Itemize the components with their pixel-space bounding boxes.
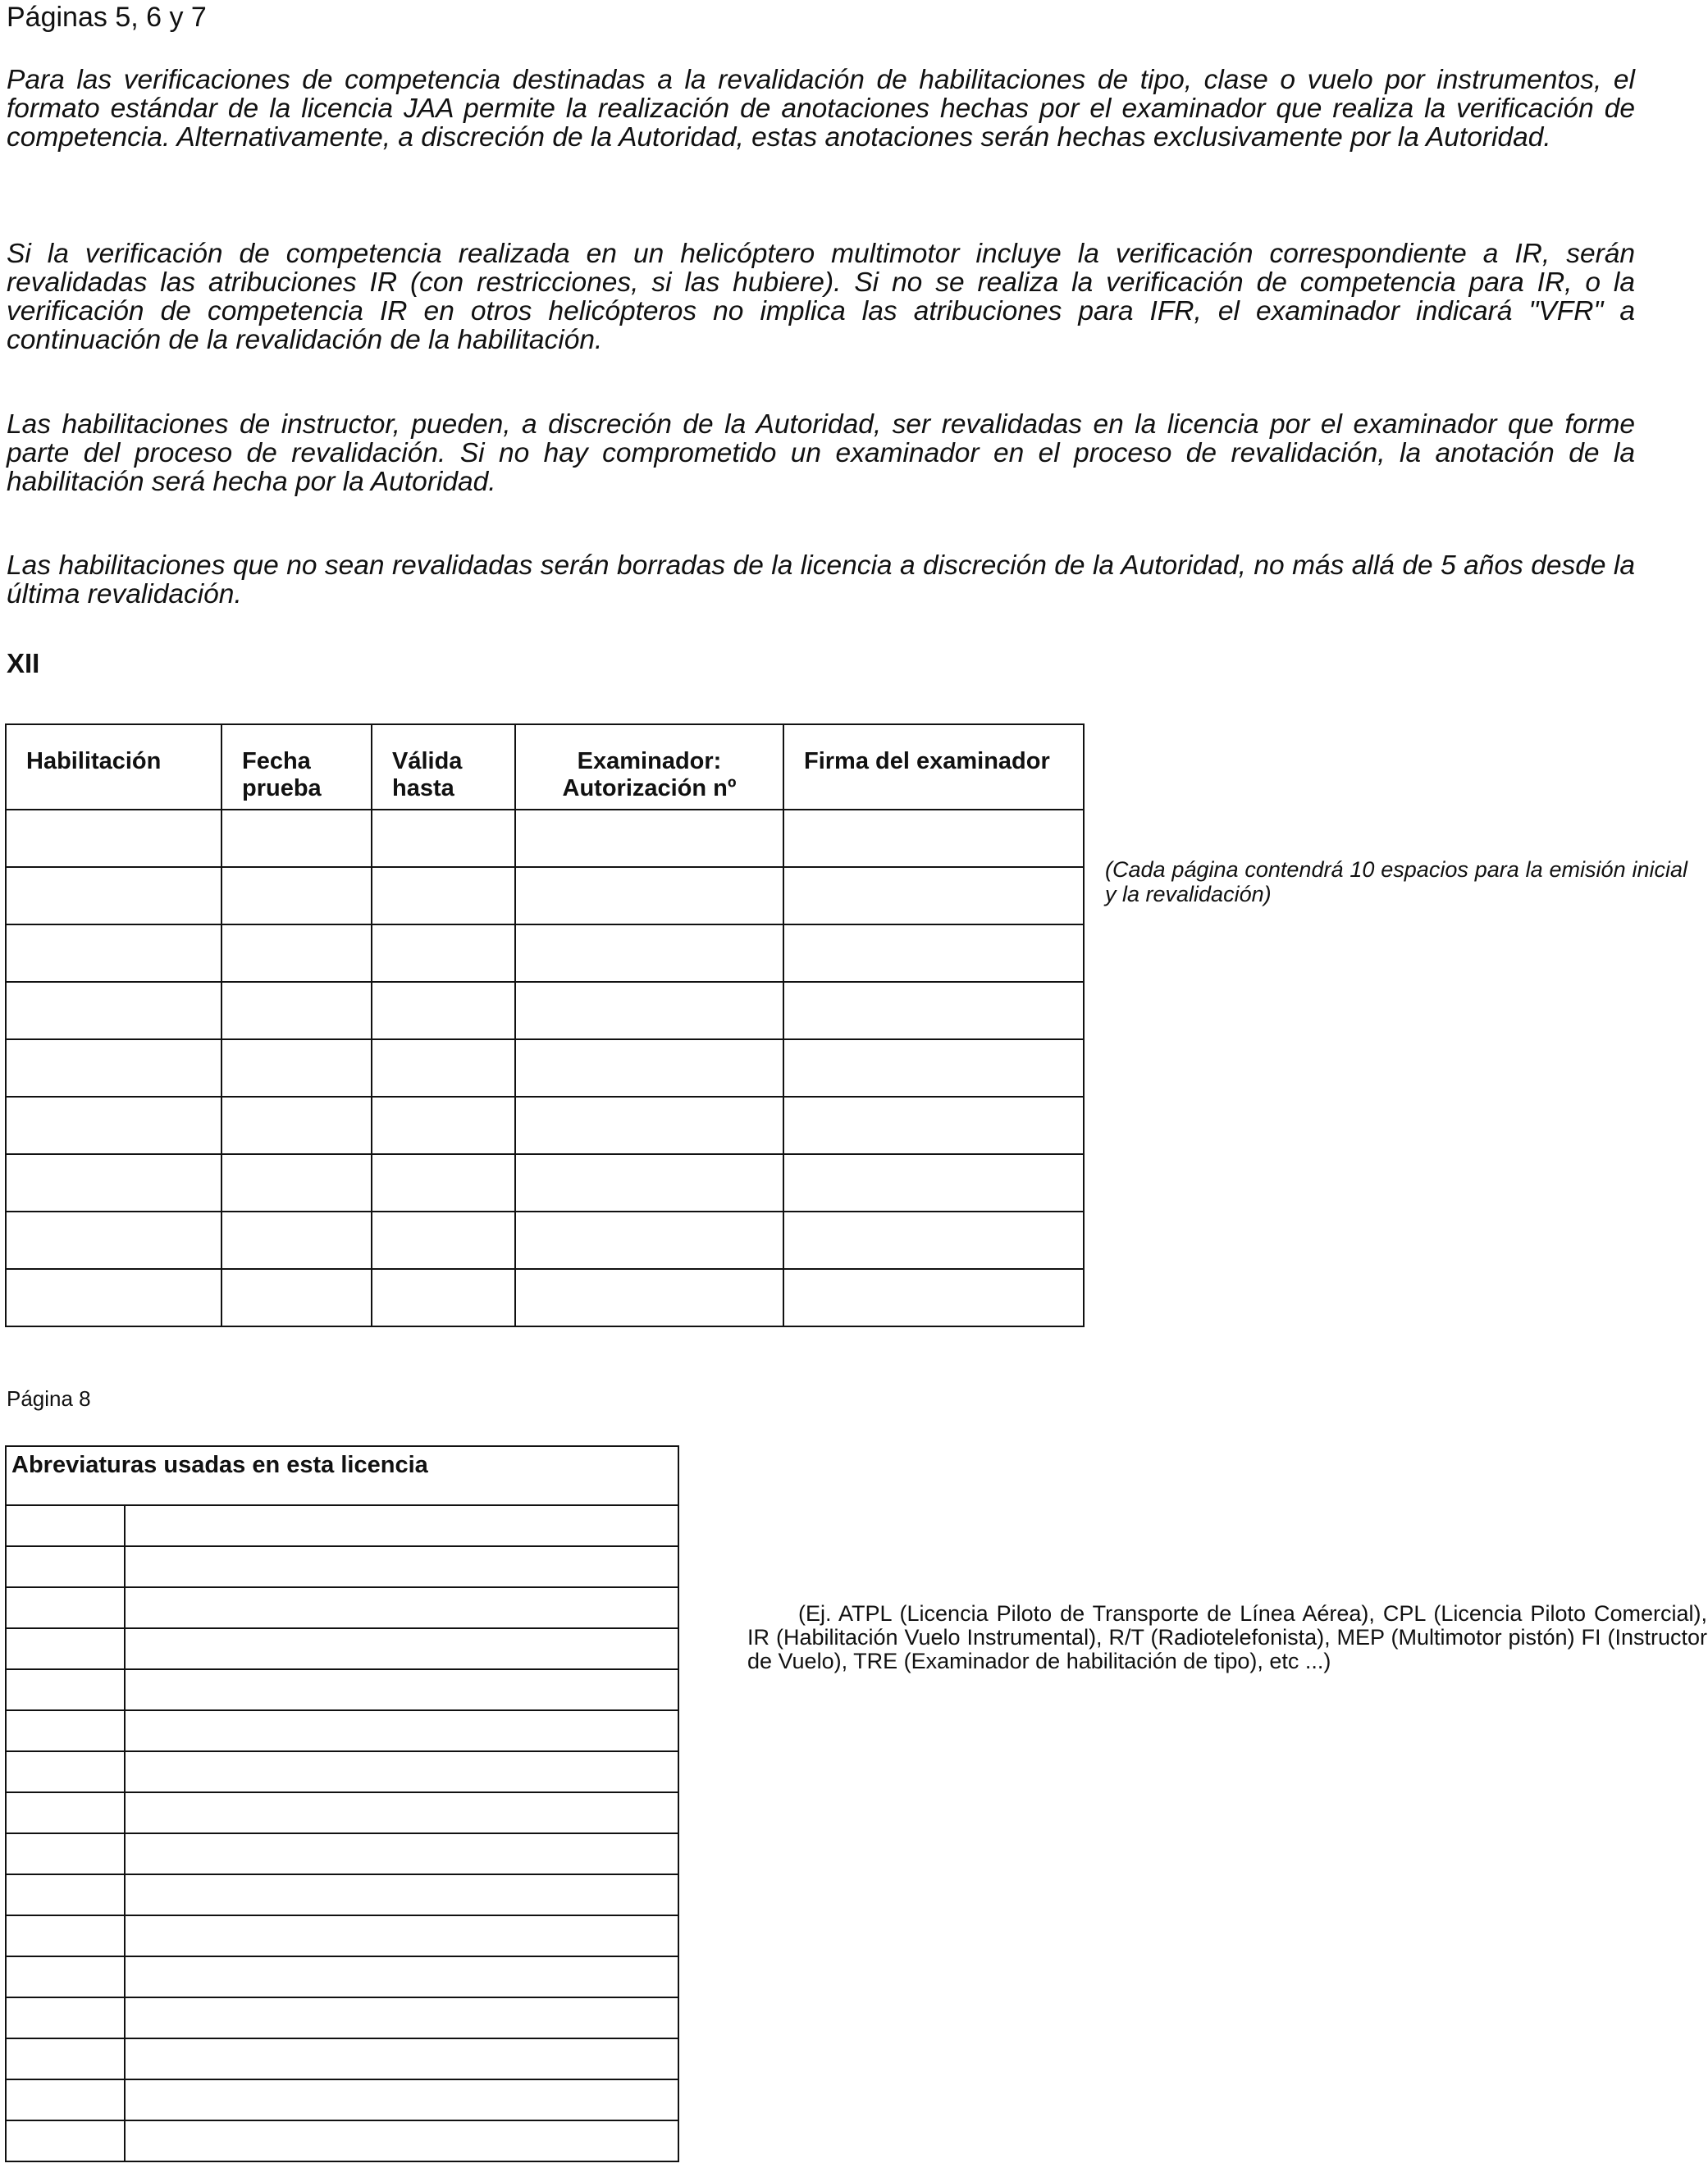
ratings-table-cell[interactable] <box>515 810 783 867</box>
ratings-table-row <box>6 1154 1084 1212</box>
ratings-table-cell[interactable] <box>515 867 783 924</box>
abbreviation-code-cell[interactable] <box>6 1915 125 1956</box>
abbreviations-table-row <box>6 1628 678 1669</box>
abbreviation-code-cell[interactable] <box>6 1628 125 1669</box>
abbreviation-meaning-cell[interactable] <box>125 2079 678 2120</box>
section-label-xii: XII <box>7 648 40 678</box>
ratings-table-cell[interactable] <box>6 810 221 867</box>
abbreviation-code-cell[interactable] <box>6 1751 125 1792</box>
abbreviation-code-cell[interactable] <box>6 1792 125 1833</box>
ratings-table-cell[interactable] <box>515 1269 783 1326</box>
abbreviation-code-cell[interactable] <box>6 1546 125 1587</box>
ratings-table-cell[interactable] <box>372 982 515 1039</box>
abbreviations-table-row <box>6 1751 678 1792</box>
abbreviation-meaning-cell[interactable] <box>125 1628 678 1669</box>
abbreviation-meaning-cell[interactable] <box>125 1669 678 1710</box>
paragraph-helicopter-ir-revalidation: Si la verificación de competencia realizada en un helicóptero multimotor incluye la verificación correspondiente a IR, serán revalidadas las atribuciones IR (con restricciones, si las hubiere). Si no se realiza la verificación de competencia para IR, o la verificación de competencia IR en otros helicópteros no implica las atribuciones para IFR, el examinador indicará "VFR" a continuación de la revalidación de la habilitación. <box>7 239 1635 355</box>
ratings-table-row <box>6 867 1084 924</box>
ratings-table-row <box>6 924 1084 982</box>
ratings-table-row <box>6 1212 1084 1269</box>
ratings-table-row <box>6 1039 1084 1097</box>
ratings-table-row <box>6 982 1084 1039</box>
ratings-table-cell[interactable] <box>783 1212 1084 1269</box>
ratings-table-row <box>6 1097 1084 1154</box>
ratings-table-cell[interactable] <box>6 1097 221 1154</box>
ratings-table-cell[interactable] <box>221 1212 372 1269</box>
ratings-table-cell[interactable] <box>221 1039 372 1097</box>
ratings-table-cell[interactable] <box>783 810 1084 867</box>
abbreviations-table-row <box>6 2120 678 2161</box>
abbreviation-meaning-cell[interactable] <box>125 2120 678 2161</box>
ratings-table-cell[interactable] <box>6 1212 221 1269</box>
abbreviation-code-cell[interactable] <box>6 1997 125 2038</box>
abbreviation-code-cell[interactable] <box>6 2079 125 2120</box>
ratings-table-cell[interactable] <box>6 867 221 924</box>
ratings-table-cell[interactable] <box>783 1097 1084 1154</box>
ratings-note: (Cada página contendrá 10 espacios para la emisión inicial y la revalidación) <box>1105 857 1687 906</box>
abbreviation-meaning-cell[interactable] <box>125 1710 678 1751</box>
ratings-table-header-row <box>6 724 1084 810</box>
abbreviations-table-row <box>6 1874 678 1915</box>
ratings-table-cell[interactable] <box>372 810 515 867</box>
abbreviations-table-row <box>6 1546 678 1587</box>
ratings-table-cell[interactable] <box>515 1154 783 1212</box>
abbreviations-table-header-row <box>6 1446 678 1505</box>
ratings-table-cell[interactable] <box>783 924 1084 982</box>
abbreviation-meaning-cell[interactable] <box>125 2038 678 2079</box>
ratings-table-cell[interactable] <box>6 1269 221 1326</box>
abbreviations-table-row <box>6 2038 678 2079</box>
abbreviations-table-row <box>6 1792 678 1833</box>
ratings-table-cell[interactable] <box>6 1039 221 1097</box>
abbreviation-meaning-cell[interactable] <box>125 1587 678 1628</box>
ratings-table-cell[interactable] <box>372 1212 515 1269</box>
ratings-table-cell[interactable] <box>515 982 783 1039</box>
abbreviations-table <box>5 1445 679 2162</box>
abbreviation-meaning-cell[interactable] <box>125 1874 678 1915</box>
ratings-table-cell[interactable] <box>372 1097 515 1154</box>
pages-5-6-7-heading: Páginas 5, 6 y 7 <box>7 2 207 33</box>
ratings-table-cell[interactable] <box>6 924 221 982</box>
abbreviation-meaning-cell[interactable] <box>125 1751 678 1792</box>
abbreviation-code-cell[interactable] <box>6 1710 125 1751</box>
abbreviation-code-cell[interactable] <box>6 1669 125 1710</box>
ratings-table-cell[interactable] <box>783 1154 1084 1212</box>
ratings-table-cell[interactable] <box>372 867 515 924</box>
abbreviation-code-cell[interactable] <box>6 1956 125 1997</box>
abbreviation-code-cell[interactable] <box>6 1587 125 1628</box>
abbreviation-meaning-cell[interactable] <box>125 1833 678 1874</box>
abbreviation-meaning-cell[interactable] <box>125 1915 678 1956</box>
abbreviations-table-row <box>6 1669 678 1710</box>
ratings-table-cell[interactable] <box>372 1269 515 1326</box>
abbreviation-meaning-cell[interactable] <box>125 1546 678 1587</box>
ratings-table-cell[interactable] <box>221 982 372 1039</box>
ratings-table-cell[interactable] <box>783 1269 1084 1326</box>
abbreviations-table-title: Abreviaturas usadas en esta licencia <box>6 1446 678 1505</box>
abbreviation-meaning-cell[interactable] <box>125 1997 678 2038</box>
ratings-table-cell[interactable] <box>783 982 1084 1039</box>
column-header-habilitacion: Habilitación <box>6 724 221 810</box>
ratings-table-cell[interactable] <box>221 1269 372 1326</box>
abbreviation-code-cell[interactable] <box>6 1833 125 1874</box>
abbreviations-table-row <box>6 1505 678 1546</box>
ratings-table-row <box>6 810 1084 867</box>
ratings-table-cell[interactable] <box>6 982 221 1039</box>
abbreviation-code-cell[interactable] <box>6 1874 125 1915</box>
ratings-table-cell[interactable] <box>783 867 1084 924</box>
paragraph-instructor-ratings: Las habilitaciones de instructor, pueden, a discreción de la Autoridad, ser revalidadas en la licencia por el examinador que forme parte del proceso de revalidación. Si no hay comprometido un examinador en el proceso de revalidación, la anotación de la habilitación será hecha por la Autoridad. <box>7 409 1635 497</box>
column-header-firma: Firma del examinador <box>783 724 1084 810</box>
abbreviation-code-cell[interactable] <box>6 1505 125 1546</box>
ratings-table-cell[interactable] <box>515 1039 783 1097</box>
ratings-table-row <box>6 1269 1084 1326</box>
column-header-valida-hasta: Válida hasta <box>372 724 515 810</box>
column-header-fecha-prueba: Fecha prueba <box>221 724 372 810</box>
paragraph-proficiency-check-endorsements: Para las verificaciones de competencia destinadas a la revalidación de habilitaciones de tipo, clase o vuelo por instrumentos, el formato estándar de la licencia JAA permite la realización de anotaciones hechas por el examinador que realiza la verificación de competencia. Alternativamente, a discreción de la Autoridad, estas anotaciones serán hechas exclusivamente por la Autoridad. <box>7 65 1635 153</box>
abbreviations-table-row <box>6 2079 678 2120</box>
abbreviations-table-row <box>6 1997 678 2038</box>
abbreviations-table-row <box>6 1956 678 1997</box>
abbreviation-code-cell[interactable] <box>6 2038 125 2079</box>
abbreviation-meaning-cell[interactable] <box>125 1956 678 1997</box>
ratings-table-cell[interactable] <box>515 1212 783 1269</box>
ratings-table-cell[interactable] <box>372 1154 515 1212</box>
abbreviation-meaning-cell[interactable] <box>125 1505 678 1546</box>
abbreviations-table-row <box>6 1710 678 1751</box>
abbreviations-table-row <box>6 1915 678 1956</box>
ratings-table-cell[interactable] <box>6 1154 221 1212</box>
ratings-table-cell[interactable] <box>515 1097 783 1154</box>
ratings-table-cell[interactable] <box>372 1039 515 1097</box>
ratings-table-cell[interactable] <box>515 924 783 982</box>
ratings-table-cell[interactable] <box>221 810 372 867</box>
ratings-table <box>5 723 1085 1327</box>
ratings-table-cell[interactable] <box>783 1039 1084 1097</box>
ratings-table-cell[interactable] <box>221 867 372 924</box>
abbreviations-note: (Ej. ATPL (Licencia Piloto de Transporte de Línea Aérea), CPL (Licencia Piloto Comercial), IR (Habilitación Vuelo Instrumental), R/T (Radiotelefonista), MEP (Multimotor pistón) FI (Instructor de Vuelo), TRE (Examinador de habilitación de tipo), etc ...) <box>747 1601 1707 1673</box>
abbreviations-table-row <box>6 1833 678 1874</box>
abbreviation-meaning-cell[interactable] <box>125 1792 678 1833</box>
page-8-heading: Página 8 <box>7 1386 91 1411</box>
ratings-table-cell[interactable] <box>221 1097 372 1154</box>
abbreviation-code-cell[interactable] <box>6 2120 125 2161</box>
ratings-table-cell[interactable] <box>372 924 515 982</box>
paragraph-ratings-removal: Las habilitaciones que no sean revalidadas serán borradas de la licencia a discreción de la Autoridad, no más allá de 5 años desde la última revalidación. <box>7 550 1635 609</box>
ratings-table-cell[interactable] <box>221 924 372 982</box>
abbreviations-table-row <box>6 1587 678 1628</box>
ratings-table-cell[interactable] <box>221 1154 372 1212</box>
column-header-examinador: Examinador: Autorización nº <box>515 724 783 810</box>
